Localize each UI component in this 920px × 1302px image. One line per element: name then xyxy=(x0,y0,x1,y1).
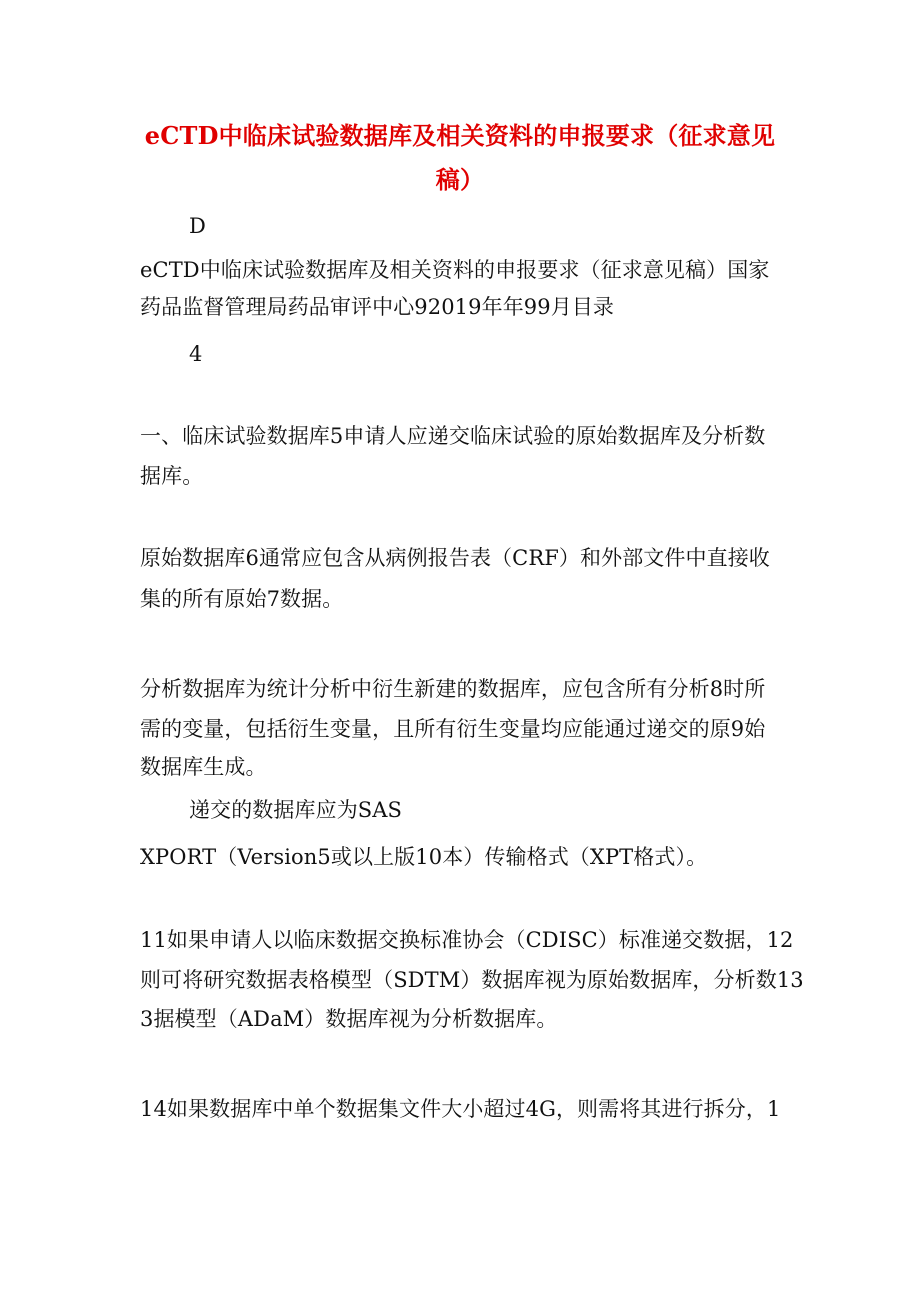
paragraph-line: 11如果申请人以临床数据交换标准协会（CDISC）标准递交数据，12 xyxy=(140,928,794,952)
paragraph-line: 药品监督管理局药品审评中心92019年年99月目录 xyxy=(140,295,615,319)
paragraph-line: 则可将研究数据表格模型（SDTM）数据库视为原始数据库，分析数13 xyxy=(140,968,804,992)
paragraph-line: 原始数据库6通常应包含从病例报告表（CRF）和外部文件中直接收 xyxy=(140,546,770,570)
paragraph-line: XPORT（Version5或以上版10本）传输格式（XPT格式）。 xyxy=(140,845,708,869)
paragraph-line: 14如果数据库中单个数据集文件大小超过4G，则需将其进行拆分，1 xyxy=(140,1097,781,1121)
paragraph-line: eCTD中临床试验数据库及相关资料的申报要求（征求意见稿）国家 xyxy=(140,258,770,282)
paragraph-line: 数据库生成。 xyxy=(140,755,267,779)
page-number-line: 4 xyxy=(189,342,203,366)
paragraph-line: 3据模型（ADaM）数据库视为分析数据库。 xyxy=(140,1007,558,1031)
paragraph-line: 集的所有原始7数据。 xyxy=(140,587,344,611)
paragraph-line: 分析数据库为统计分析中衍生新建的数据库，应包含所有分析8时所 xyxy=(140,677,766,701)
document-title-line-2: 稿） xyxy=(435,165,485,194)
paragraph-line: 需的变量，包括衍生变量，且所有衍生变量均应能通过递交的原9始 xyxy=(140,717,766,741)
marker-line-d: D xyxy=(189,214,206,238)
paragraph-line: 据库。 xyxy=(140,464,204,488)
paragraph-line: 递交的数据库应为SAS xyxy=(189,798,403,822)
paragraph-line: 一、临床试验数据库5申请人应递交临床试验的原始数据库及分析数 xyxy=(140,424,766,448)
document-title-line-1: eCTD中临床试验数据库及相关资料的申报要求（征求意见 xyxy=(144,121,776,150)
